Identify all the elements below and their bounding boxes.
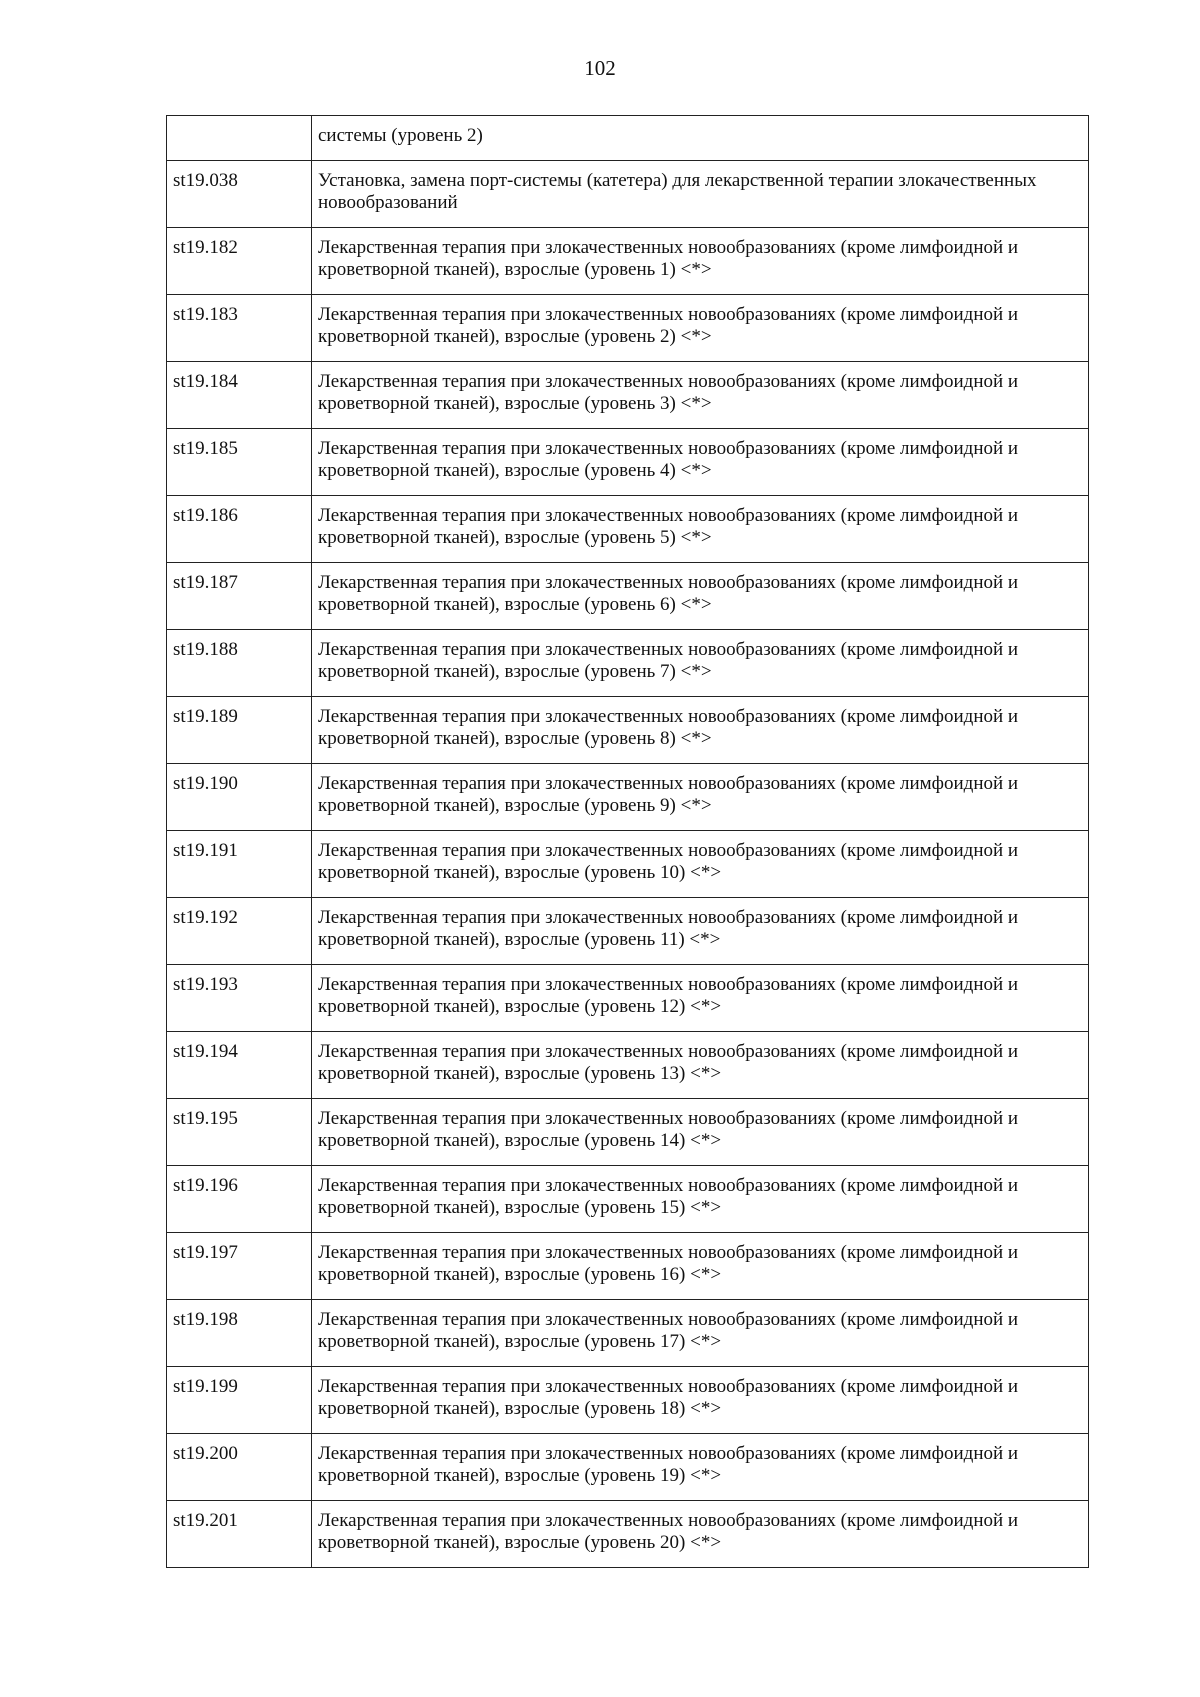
table-row (167, 764, 1089, 831)
description-cell: Лекарственная терапия при злокачественных новообразованиях (кроме лимфоидной и кроветворной тканей), взрослые (уровень 20) <*> (312, 1501, 1089, 1568)
code-cell: st19.186 (167, 496, 312, 563)
page-number: 102 (584, 56, 616, 80)
code-cell: st19.196 (167, 1166, 312, 1233)
code-cell: st19.193 (167, 965, 312, 1032)
code-cell: st19.191 (167, 831, 312, 898)
table-row (167, 1434, 1089, 1501)
description-cell: Лекарственная терапия при злокачественных новообразованиях (кроме лимфоидной и кроветворной тканей), взрослые (уровень 5) <*> (312, 496, 1089, 563)
code-cell: st19.190 (167, 764, 312, 831)
description-cell: Лекарственная терапия при злокачественных новообразованиях (кроме лимфоидной и кроветворной тканей), взрослые (уровень 2) <*> (312, 295, 1089, 362)
description-cell: Лекарственная терапия при злокачественных новообразованиях (кроме лимфоидной и кроветворной тканей), взрослые (уровень 6) <*> (312, 563, 1089, 630)
code-cell: st19.185 (167, 429, 312, 496)
description-cell: Установка, замена порт-системы (катетера) для лекарственной терапии злокачественных новообразований (312, 161, 1089, 228)
table-row (167, 116, 1089, 161)
description-cell: Лекарственная терапия при злокачественных новообразованиях (кроме лимфоидной и кроветворной тканей), взрослые (уровень 18) <*> (312, 1367, 1089, 1434)
code-cell: st19.192 (167, 898, 312, 965)
table-row (167, 630, 1089, 697)
table-row (167, 965, 1089, 1032)
code-cell: st19.182 (167, 228, 312, 295)
table-row (167, 1233, 1089, 1300)
table-row (167, 563, 1089, 630)
code-cell: st19.038 (167, 161, 312, 228)
code-cell: st19.188 (167, 630, 312, 697)
code-table (166, 115, 1089, 1568)
description-cell: Лекарственная терапия при злокачественных новообразованиях (кроме лимфоидной и кроветворной тканей), взрослые (уровень 10) <*> (312, 831, 1089, 898)
table-row (167, 496, 1089, 563)
description-cell: Лекарственная терапия при злокачественных новообразованиях (кроме лимфоидной и кроветворной тканей), взрослые (уровень 14) <*> (312, 1099, 1089, 1166)
code-cell: st19.198 (167, 1300, 312, 1367)
description-cell: Лекарственная терапия при злокачественных новообразованиях (кроме лимфоидной и кроветворной тканей), взрослые (уровень 13) <*> (312, 1032, 1089, 1099)
code-cell: st19.201 (167, 1501, 312, 1568)
description-cell: Лекарственная терапия при злокачественных новообразованиях (кроме лимфоидной и кроветворной тканей), взрослые (уровень 4) <*> (312, 429, 1089, 496)
table-row (167, 1032, 1089, 1099)
table-row (167, 1501, 1089, 1568)
description-cell: Лекарственная терапия при злокачественных новообразованиях (кроме лимфоидной и кроветворной тканей), взрослые (уровень 16) <*> (312, 1233, 1089, 1300)
description-cell: Лекарственная терапия при злокачественных новообразованиях (кроме лимфоидной и кроветворной тканей), взрослые (уровень 7) <*> (312, 630, 1089, 697)
table-row (167, 1099, 1089, 1166)
table-row (167, 898, 1089, 965)
table-row (167, 362, 1089, 429)
description-cell: Лекарственная терапия при злокачественных новообразованиях (кроме лимфоидной и кроветворной тканей), взрослые (уровень 8) <*> (312, 697, 1089, 764)
code-cell: st19.194 (167, 1032, 312, 1099)
table-row (167, 161, 1089, 228)
table-row (167, 429, 1089, 496)
description-cell: Лекарственная терапия при злокачественных новообразованиях (кроме лимфоидной и кроветворной тканей), взрослые (уровень 9) <*> (312, 764, 1089, 831)
table-row (167, 1300, 1089, 1367)
table-row (167, 697, 1089, 764)
description-cell: системы (уровень 2) (312, 116, 1089, 161)
description-cell: Лекарственная терапия при злокачественных новообразованиях (кроме лимфоидной и кроветворной тканей), взрослые (уровень 12) <*> (312, 965, 1089, 1032)
description-cell: Лекарственная терапия при злокачественных новообразованиях (кроме лимфоидной и кроветворной тканей), взрослые (уровень 15) <*> (312, 1166, 1089, 1233)
code-cell: st19.195 (167, 1099, 312, 1166)
code-cell: st19.184 (167, 362, 312, 429)
code-cell: st19.200 (167, 1434, 312, 1501)
description-cell: Лекарственная терапия при злокачественных новообразованиях (кроме лимфоидной и кроветворной тканей), взрослые (уровень 3) <*> (312, 362, 1089, 429)
code-cell: st19.199 (167, 1367, 312, 1434)
code-cell: st19.183 (167, 295, 312, 362)
table-row (167, 831, 1089, 898)
description-cell: Лекарственная терапия при злокачественных новообразованиях (кроме лимфоидной и кроветворной тканей), взрослые (уровень 19) <*> (312, 1434, 1089, 1501)
table-row (167, 1367, 1089, 1434)
code-cell (167, 116, 312, 161)
description-cell: Лекарственная терапия при злокачественных новообразованиях (кроме лимфоидной и кроветворной тканей), взрослые (уровень 17) <*> (312, 1300, 1089, 1367)
description-cell: Лекарственная терапия при злокачественных новообразованиях (кроме лимфоидной и кроветворной тканей), взрослые (уровень 1) <*> (312, 228, 1089, 295)
code-cell: st19.197 (167, 1233, 312, 1300)
table-row (167, 1166, 1089, 1233)
code-cell: st19.187 (167, 563, 312, 630)
code-cell: st19.189 (167, 697, 312, 764)
table-row (167, 228, 1089, 295)
table-row (167, 295, 1089, 362)
description-cell: Лекарственная терапия при злокачественных новообразованиях (кроме лимфоидной и кроветворной тканей), взрослые (уровень 11) <*> (312, 898, 1089, 965)
